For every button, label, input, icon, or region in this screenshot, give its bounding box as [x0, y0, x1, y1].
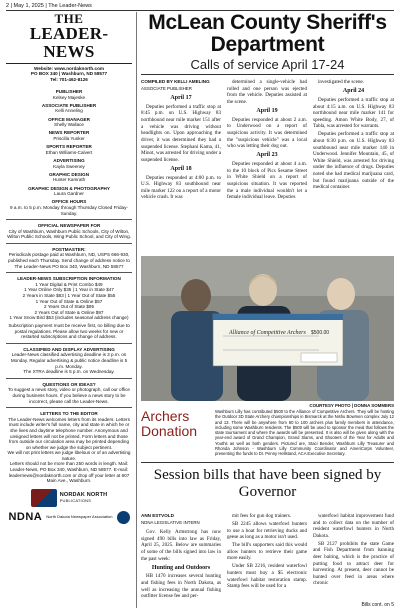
staff-name: Kayla Sweeney — [53, 163, 85, 169]
deadlines-heading: CLASSIFIED AND DISPLAY ADVERTISING — [23, 346, 115, 352]
ndna-seal-icon — [117, 511, 130, 524]
nordak-logo-name: NORDAK NORTH — [59, 492, 108, 499]
staff-role: GRAPHIC DESIGN & PHOTOGRAPHY — [28, 185, 110, 191]
bills-column-2 — [227, 513, 307, 605]
staff-role: NEWS REPORTER — [48, 130, 90, 136]
staff-name: Kelsey Majeske — [52, 94, 86, 100]
bills-column-1 — [141, 513, 221, 605]
masthead-column — [6, 12, 132, 608]
staff-role: OFFICE MANAGER — [48, 116, 90, 122]
nordak-mark-icon — [31, 489, 57, 507]
article-paragraph: Deputies performed a traffic stop at 8:45 p.m. on U.S. Highway 83 northbound near mile marker 151 after a vehicle was driving without headlights on. Upon approaching the driver, it was determined they had a suspended license. Stephani Kama, 41, Minot, was arrested for driving under a suspended license. — [141, 103, 221, 163]
column-divider — [136, 12, 137, 608]
subscription-rate-line: 1 Year Online Only $35 | 1 Year in State $47 — [24, 287, 114, 293]
office-hours-text: 9 a.m. to 5 p.m. Monday through Thursday Closed Friday-Sunday. — [10, 204, 128, 216]
article-paragraph: SB 2127 prohibits the state Game and Fish Department from banning deer baiting, which is the practice of putting food to attract deer for harvesting. At present, deer cannot be hunted over feed in areas where chronic — [313, 540, 394, 587]
questions-text: To suggest a news story, video or photograph, call our office during business hours. If you believe a news story to be incorrect, please call the Leader-News. — [8, 387, 130, 404]
staff-name: Priscilla Yunker — [53, 136, 85, 141]
bills-headline: Session bills that have been signed by Governor — [141, 462, 394, 502]
sheriff-byline: COMPILED BY KELLI AMELING — [141, 79, 210, 84]
staff-name: Ethan Williams-Calvert — [45, 149, 93, 155]
postmaster-text: Periodicals postage paid at Washburn, ND, USPS 666-930, published each Thursday. Send change of address notice to The Leader-News PO Box 340, Washburn, ND 58577 — [8, 252, 130, 269]
bills-byline-role: NDNA LEGISLATIVE INTERN — [141, 520, 200, 526]
article-paragraph: Deputies responded at about 2 a.m. to Underwood on a report of suspicious activity. It was determined the "suspicious vehicle" was a local who was letting their dog out. — [227, 116, 307, 150]
staff-role: ASSOCIATE PUBLISHER — [41, 102, 97, 108]
article-paragraph: Deputies responded at about 4 a.m. to the 10 block of Pics Sesame Street in White Shield on a report of suspicious situation. It was reported the a male individual wouldn't let a female individual leave. Deputies — [227, 161, 307, 201]
article-subhead: April 19 — [256, 107, 278, 114]
article-paragraph: determined a single-vehicle had rolled and one person was ejected from the vehicle. Deputies assisted at the scene. — [227, 79, 307, 105]
staff-role: PUBLISHER — [55, 89, 83, 95]
sheriff-headline: McLean County Sheriff's Department — [148, 11, 387, 57]
ndna-logo — [6, 511, 132, 524]
sheriff-column-3 — [313, 79, 394, 252]
letters-text-3: Letters should not be more than 250 words in length. Mail: Leader-News, PO Box 340, Washburn, ND 58577. E-mail: leadernews@nordaknorth.com or drop off your letter at 607 Main Ave., Washburn. — [8, 461, 130, 484]
ndna-logo-sub: North Dakota Newspaper Association — [46, 514, 113, 520]
article-paragraph: Deputies performed a traffic stop at about 4:15 a.m. on U.S. Highway 83 northbound near mile marker 141 for speeding. Amon White Body, 27, of Tabla, was arrested for warrants. — [313, 96, 394, 130]
article-paragraph: Deputies responded at 4:00 p.m. to U.S. Highway 83 southbound near mile marker 122 on a report of a motor vehicle crash. It was — [141, 174, 221, 201]
sheriff-column-1 — [141, 79, 221, 252]
staff-name: Kelli Anneling — [55, 108, 83, 114]
subscription-note: Subscription payment must be receive first, no billing due to postal regulations. Please allow two weeks for new or restarted subscriptions and change of address. — [8, 323, 130, 340]
archers-donation-photo — [141, 256, 394, 401]
sheriff-byline-role: ASSOCIATE PUBLISHER — [141, 86, 192, 92]
postmaster-heading: POSTMASTER: — [52, 246, 86, 252]
official-newspaper-heading: OFFICIAL NEWSPAPER FOR — [37, 223, 101, 229]
bills-column-3 — [313, 513, 394, 599]
article-subhead: April 23 — [256, 152, 278, 159]
page-folio: 2 | May 1, 2025 | The Leader-News — [6, 3, 394, 11]
check-amount: $500.00 — [311, 330, 330, 336]
check-payee: Alliance of Competitive Archers — [229, 330, 306, 336]
article-subhead: Hunting and Outdoors — [151, 564, 211, 571]
subscription-rate-line: 1 Year Digital & Print Combo $49 — [35, 281, 103, 287]
masthead-phone: Tel: 701-462-8126 — [50, 76, 88, 82]
letters-text: The Leader-News welcomes letters from its readers. Letters must include writer's full name, city and state in which he or she lives and daytime telephone number. Anonymous and unsigned letters will not be printed. Form letters and those from outside our circulation area may be printed depending on whether we judge the subject pertinent. — [8, 416, 130, 450]
staff-name: Hunter Kamrath — [52, 177, 86, 183]
staff-name: Shelly Wallace — [54, 122, 84, 128]
staff-role: SPORTS REPORTER — [46, 144, 92, 150]
subscription-rates — [6, 282, 132, 321]
ndna-logo-name: NDNA — [8, 510, 43, 523]
deadlines-xtra: The XTRA deadline is 5 p.m. on Wednesday. — [23, 369, 115, 375]
photo-caption: Washburn Lilly has contributed $500 to the Alliance of Competitive Archers. They will be hosting the Outdoor 3D State Archery championships in Bismarck at the Nishu Bowmen complex July 12 and 13. There will be anywhere from 80 to 100 archers plus family members in attendance, including some Washburn residents. The $500 will be used to sponsor the meal that follows the state tournament and where the awards will be presented. It is also will be given along with the year-end award of Grand Champion, Grand Slams, and Shooters of the Year for Adults and Youths as well as both genders. Pictured are, Staci Bender, Washburn Lilly Treasurer and Rhonda Johnson - Washburn Lilly Community Coordinator and AmeriCorps Volunteer, presenting the funds to Dr. Penny Hellstand, ACA Executive Secretary. — [215, 409, 394, 456]
subscription-heading: LEADER-NEWS SUBSCRIPTION INFORMATION — [17, 276, 121, 282]
deadlines-text: Leader-News classified advertising deadline is 3 p.m. on Monday. Regular advertising & public notice deadline is 5 p.m. Monday. — [10, 352, 128, 369]
article-paragraph: waterfowl habitat improvement fund and to collect data on the number of resident waterfowl hunters in North Dakota. — [313, 513, 394, 539]
photo-credit: COURTESY PHOTO | DONNA SOMMERS — [309, 403, 394, 408]
staff-name: Laura Gardner — [54, 191, 84, 197]
questions-heading: QUESTIONS OR IDEAS? — [42, 381, 96, 387]
article-subhead: April 18 — [170, 165, 192, 172]
subscription-rate-line: 1 Year Out of State & Online $57 — [35, 298, 103, 304]
masthead-address: PO BOX 340 | Washburn, ND 58577 — [30, 71, 108, 77]
article-paragraph: The bill's supporters said this would allow hunters to retrieve their game more easily. — [227, 542, 307, 562]
nordak-north-logo — [6, 489, 132, 507]
jump-line: Bills cont. on 5 — [361, 602, 394, 608]
bills-byline: ANN ESTVOLD — [141, 513, 174, 518]
article-paragraph: mit fees for gun dog trainers. — [232, 513, 292, 519]
letters-text-2: We will not print letters we judge libelous or of an advertising nature. — [7, 450, 131, 461]
staff-role: GRAPHIC DESIGN — [48, 171, 90, 177]
letters-heading: LETTERS TO THE EDITOR — [40, 411, 98, 417]
article-subhead: April 24 — [342, 88, 365, 95]
staff-list — [6, 89, 132, 197]
sheriff-kicker: Calls of service April 17-24 — [141, 57, 394, 75]
article-subhead: April 17 — [170, 95, 192, 102]
article-paragraph: SB 2245 allows waterfowl hunters to use a boat for retrieving ducks and geese as long as a motor isn't used. — [227, 521, 307, 541]
masthead-title: LEADER-NEWS — [6, 25, 132, 64]
official-newspaper-text: City of Washburn, Washburn Public Schools, City of Wilton, Wilton Public Schools, Wing Public School, and City of Wing. — [7, 228, 131, 240]
article-paragraph: HB 1470 increases several hunting and fishing fees in North Dakota, as well as increasing the annual fishing outfitter license fee and per- — [141, 573, 221, 600]
subscription-rate-line: 2 Years in State $83 | 1 Year Out of State $55 — [22, 293, 116, 299]
subscription-rate-line: 2 Years Out of State $95 — [43, 304, 95, 310]
office-hours-heading: OFFICE HOURS — [51, 199, 87, 205]
nordak-logo-sub: PUBLICATIONS — [59, 497, 92, 503]
subscription-rate-line: 1 Year Snow Bird $53 (includes seasonal address change) — [9, 315, 129, 321]
article-paragraph: Gov. Kelly Armstrong has now signed 490 bills into law as Friday, April 25, 2025. Below are summaries of some of the bills signed into law in the past week: — [141, 529, 221, 562]
article-paragraph: Deputies performed a traffic stop at about 6:30 p.m. on U.S. Highway 83 southbound near mile marker 140 in Underwood. Jennifer Mountain, 45, of White Shield, was arrested for driving under the influence of drugs. Deputies noted she had medical marijuana card, but found marijuana outside of the medical container. — [313, 131, 394, 191]
article-paragraph: investigated the scene. — [318, 79, 364, 85]
subscription-rate-line: 2 Years Out of State & Online $97 — [34, 309, 104, 315]
photo-illustration — [141, 256, 394, 401]
photo-caption-title: Archers Donation — [141, 408, 198, 440]
masthead-website[interactable]: Website: www.nordaknorth.com — [34, 65, 104, 71]
sheriff-column-2 — [227, 79, 307, 252]
article-paragraph: Under SB 2216, resident waterfowl hunters must buy a $5 electronic waterfowl habitat restoration stamp. Stamp fees will be used for a — [227, 563, 307, 590]
staff-role: ADVERTISING — [53, 157, 85, 163]
masthead-the: THE — [54, 12, 84, 26]
